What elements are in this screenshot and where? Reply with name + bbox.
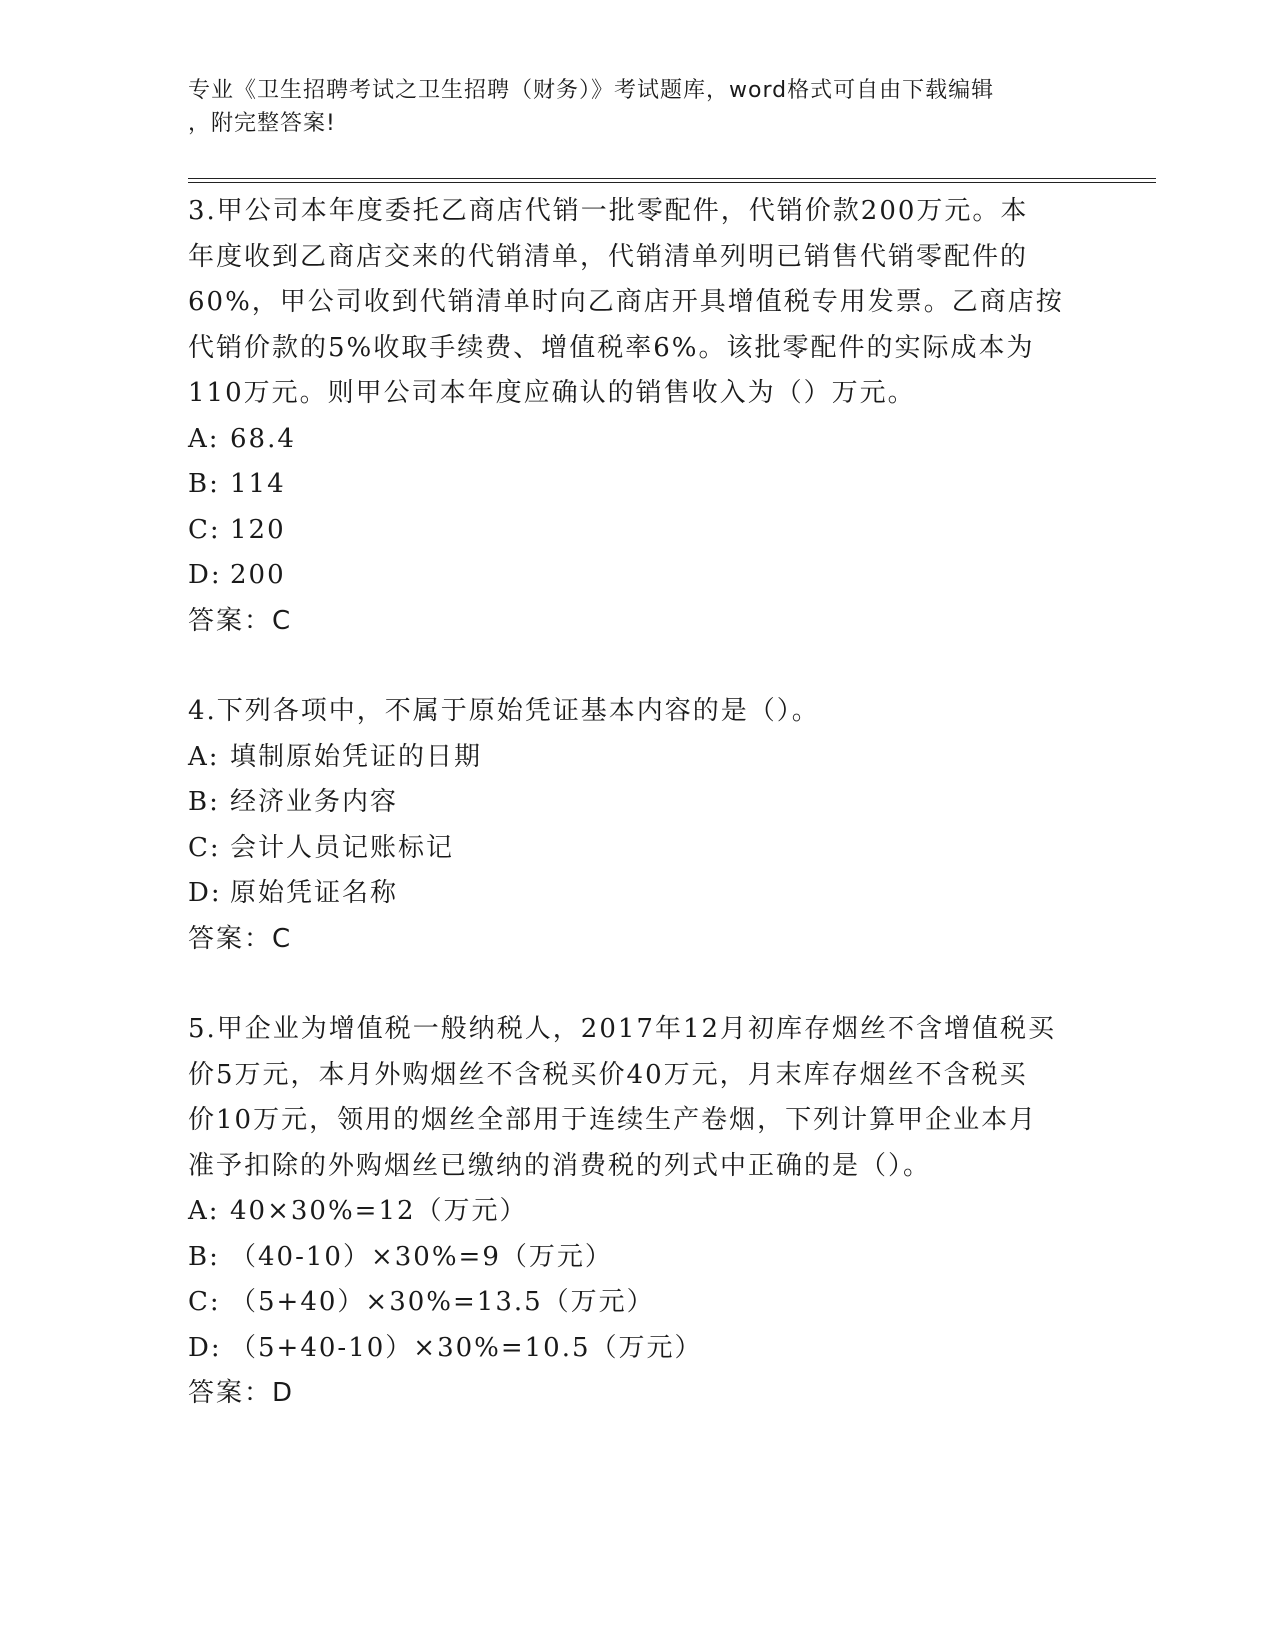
stem-line: 价10万元，领用的烟丝全部用于连续生产卷烟，下列计算甲企业本月 — [188, 1105, 1038, 1135]
answer-line: 答案：C — [188, 605, 293, 636]
option-b — [188, 462, 1078, 508]
option-key: D: — [188, 560, 222, 590]
option-key: B: — [188, 787, 220, 817]
option-text: （5+40）×30%=13.5（万元） — [230, 1287, 655, 1317]
question-4 — [188, 689, 1078, 962]
stem-line: 代销价款的5%收取手续费、增值税率6%。该批零配件的实际成本为 — [188, 332, 1035, 363]
option-text: （5+40-10）×30%=10.5（万元） — [230, 1332, 703, 1363]
option-d — [188, 553, 1078, 599]
option-text: 40×30%=12（万元） — [230, 1196, 528, 1226]
header-divider-top — [188, 178, 1156, 179]
option-key: D: — [188, 1332, 222, 1363]
option-key: C: — [188, 832, 221, 863]
question-3 — [188, 189, 1078, 644]
stem-line: 3.甲公司本年度委托乙商店代销一批零配件，代销价款200万元。本 — [188, 196, 1029, 226]
option-text: 原始凭证名称 — [230, 878, 399, 908]
option-c — [188, 826, 1078, 872]
option-key: B: — [188, 1241, 220, 1272]
option-a — [188, 735, 1078, 781]
option-b — [188, 780, 1078, 826]
answer-line: 答案：C — [188, 923, 293, 954]
option-d — [188, 1326, 1078, 1372]
stem-line: 价5万元，本月外购烟丝不含税买价40万元，月末库存烟丝不含税买 — [188, 1059, 1028, 1090]
option-key: D: — [188, 878, 222, 908]
answer-line: 答案：D — [188, 1378, 295, 1408]
option-text: 经济业务内容 — [230, 787, 399, 817]
option-a — [188, 417, 1078, 463]
option-text: 会计人员记账标记 — [230, 832, 455, 863]
option-text: （40-10）×30%=9（万元） — [230, 1241, 613, 1272]
stem-line: 准予扣除的外购烟丝已缴纳的消费税的列式中正确的是（）。 — [188, 1150, 932, 1181]
header-divider-bottom — [188, 182, 1156, 183]
option-text: 68.4 — [230, 423, 296, 454]
header-title-line-2: ，附完整答案! — [188, 111, 336, 136]
stem-line: 110万元。则甲公司本年度应确认的销售收入为（）万元。 — [188, 378, 916, 408]
stem-line: 4.下列各项中，不属于原始凭证基本内容的是（）。 — [188, 696, 820, 726]
stem-line: 5.甲企业为增值税一般纳税人，2017年12月初库存烟丝不含增值税买 — [188, 1014, 1057, 1044]
option-b — [188, 1235, 1078, 1281]
option-text: 填制原始凭证的日期 — [230, 741, 483, 772]
question-stem — [188, 1007, 1078, 1189]
question-stem — [188, 689, 1078, 735]
option-key: C: — [188, 1287, 221, 1317]
option-key: A: — [188, 423, 220, 454]
document-header — [188, 74, 1078, 140]
question-stem — [188, 189, 1078, 417]
header-title-line-1: 专业《卫生招聘考试之卫生招聘（财务）》考试题库，word格式可自由下载编辑 — [188, 78, 995, 103]
option-a — [188, 1189, 1078, 1235]
option-key: B: — [188, 469, 220, 499]
option-text: 200 — [230, 560, 286, 590]
option-key: A: — [188, 741, 220, 772]
option-d — [188, 871, 1078, 917]
option-key: A: — [188, 1196, 220, 1226]
option-text: 114 — [230, 469, 286, 499]
stem-line: 60%，甲公司收到代销清单时向乙商店开具增值税专用发票。乙商店按 — [188, 287, 1064, 317]
option-text: 120 — [230, 514, 286, 545]
stem-line: 年度收到乙商店交来的代销清单，代销清单列明已销售代销零配件的 — [188, 241, 1029, 272]
option-c — [188, 1280, 1078, 1326]
option-c — [188, 508, 1078, 554]
question-5 — [188, 1007, 1078, 1417]
option-key: C: — [188, 514, 221, 545]
